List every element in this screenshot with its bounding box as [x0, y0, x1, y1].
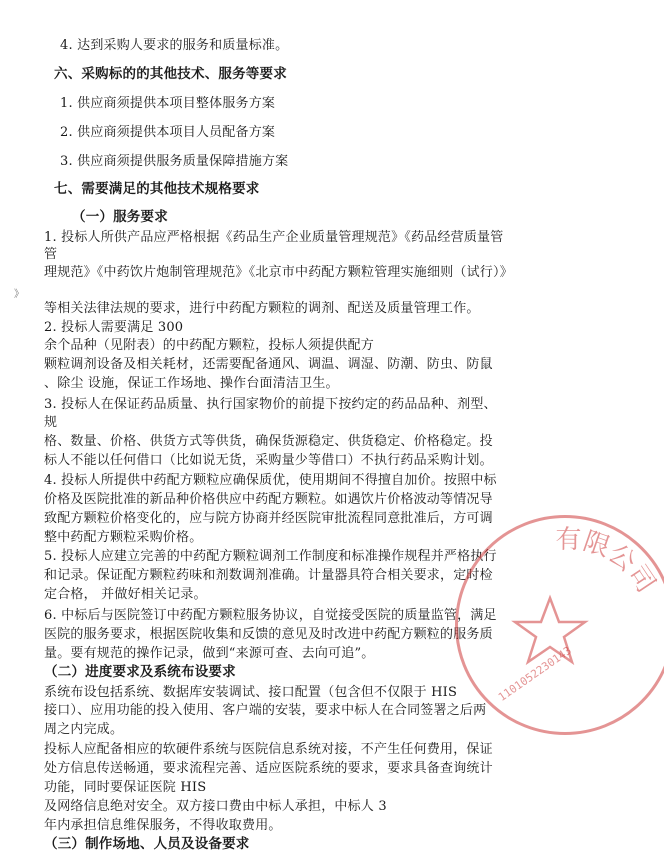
text-line: 处方信息传送畅通，要求流程完善、适应医院系统的要求，要求具备查询统计	[44, 761, 493, 776]
text-line: 及网络信息绝对安全。双方接口费由中标人承担，中标人 3	[44, 799, 387, 814]
text-line: 、除尘 设施，保证工作场地、操作台面清洁卫生。	[44, 376, 339, 391]
text-line: 量。要有规范的操作记录，做到“来源可查、去向可追”。	[44, 646, 375, 661]
text-line: 5. 投标人应建立完善的中药配方颗粒调剂工作制度和标准操作规程并严格执行	[44, 549, 497, 564]
subsection-heading: （一）服务要求	[72, 209, 168, 225]
text-line: 2. 供应商须提供本项目人员配备方案	[60, 125, 276, 140]
text-line: 颗粒调剂设备及相关耗材，还需要配备通风、调温、调湿、防潮、防虫、防鼠	[44, 357, 493, 372]
text-line: 2. 投标人需要满足 300	[44, 320, 184, 335]
text-line: 格、数量、价格、供货方式等供货，确保货源稳定、供货稳定、价格稳定。投	[44, 434, 493, 449]
margin-mark: 》	[14, 289, 24, 300]
text-line: 1. 供应商须提供本项目整体服务方案	[60, 96, 276, 111]
section-heading: 六、采购标的的其他技术、服务等要求	[54, 66, 287, 82]
text-line: 6. 中标后与医院签订中药配方颗粒服务协议，自觉接受医院的质量监管，满足	[44, 608, 497, 623]
text-line: 功能，同时要保证医院 HIS	[44, 780, 207, 795]
text-line: 4. 达到采购人要求的服务和质量标准。	[60, 38, 289, 53]
subsection-heading: （三）制作场地、人员及设备要求	[44, 836, 250, 852]
text-line: 定合格， 并做好相关记录。	[44, 587, 207, 602]
text-line: 规	[44, 415, 58, 430]
text-line: 3. 投标人在保证药品质量、执行国家物价的前提下按约定的药品品种、剂型、	[44, 397, 497, 412]
text-line: 和记录。保证配方颗粒药味和剂数调剂准确。计量器具符合相关要求，定时检	[44, 568, 493, 583]
text-line: 1. 投标人所供产品应严格根据《药品生产企业质量管理规范》《药品经营质量管	[44, 230, 504, 245]
subsection-heading: （二）进度要求及系统布设要求	[44, 664, 236, 680]
text-line: 医院的服务要求，根据医院收集和反馈的意见及时改进中药配方颗粒的服务质	[44, 627, 493, 642]
text-line: 管	[44, 247, 58, 262]
seal-star-icon	[515, 598, 585, 662]
text-line: 标人不能以任何借口（比如说无货，采购量少等借口）不执行药品采购计划。	[44, 453, 493, 468]
text-line: 价格及医院批准的新品种价格供应中药配方颗粒。如遇饮片价格波动等情况导	[44, 492, 493, 507]
text-line: 等相关法律法规的要求，进行中药配方颗粒的调剂、配送及质量管理工作。	[44, 301, 480, 316]
seal-code: 1101052230143	[495, 643, 574, 704]
text-line: 系统布设包括系统、数据库安装调试、接口配置（包含但不仅限于 HIS	[44, 685, 458, 700]
text-line: 年内承担信息维保服务，不得收取费用。	[44, 818, 282, 833]
text-line: 周之内完成。	[44, 722, 124, 737]
text-line: 接口）、应用功能的投入使用、客户端的安装，要求中标人在合同签署之后两	[44, 703, 487, 718]
text-line: 致配方颗粒价格变化的，应与院方协商并经医院审批流程同意批准后，方可调	[44, 511, 493, 526]
text-line: 余个品种（见附表）的中药配方颗粒，投标人须提供配方	[44, 338, 375, 353]
text-line: 3. 供应商须提供服务质量保障措施方案	[60, 154, 289, 169]
text-line: 4. 投标人所提供中药配方颗粒应确保质优，使用期间不得擅自加价。按照中标	[44, 473, 497, 488]
section-heading: 七、需要满足的其他技术规格要求	[54, 181, 260, 197]
seal-ring-text: 有限公司	[555, 524, 661, 599]
text-line: 理规范》《中药饮片炮制管理规范》《北京市中药配方颗粒管理实施细则（试行）》	[44, 265, 513, 280]
text-line: 整中药配方颗粒采购价格。	[44, 530, 203, 545]
text-line: 投标人应配备相应的软硬件系统与医院信息系统对接，不产生任何费用，保证	[44, 742, 493, 757]
